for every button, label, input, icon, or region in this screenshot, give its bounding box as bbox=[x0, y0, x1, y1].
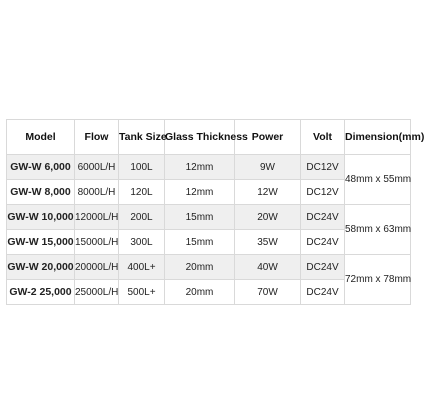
cell-dimension: 72mm x 78mm bbox=[345, 255, 411, 305]
cell-volt: DC24V bbox=[301, 205, 345, 230]
cell-power: 9W bbox=[235, 155, 301, 180]
table-row bbox=[7, 205, 411, 230]
cell-model: GW-W 20,000 bbox=[7, 255, 75, 280]
table-row bbox=[7, 155, 411, 180]
cell-tank-size: 500L+ bbox=[119, 280, 165, 305]
cell-model: GW-W 15,000 bbox=[7, 230, 75, 255]
cell-dimension: 48mm x 55mm bbox=[345, 155, 411, 205]
header-row bbox=[7, 120, 411, 155]
header-dimension: Dimension(mm) bbox=[345, 120, 411, 155]
header-tank-size: Tank Size bbox=[119, 120, 165, 155]
cell-power: 20W bbox=[235, 205, 301, 230]
cell-dimension: 58mm x 63mm bbox=[345, 205, 411, 255]
cell-tank-size: 100L bbox=[119, 155, 165, 180]
header-volt: Volt bbox=[301, 120, 345, 155]
cell-power: 35W bbox=[235, 230, 301, 255]
cell-tank-size: 200L bbox=[119, 205, 165, 230]
cell-volt: DC24V bbox=[301, 280, 345, 305]
cell-glass-thickness: 15mm bbox=[165, 230, 235, 255]
header-power: Power bbox=[235, 120, 301, 155]
cell-power: 12W bbox=[235, 180, 301, 205]
cell-power: 40W bbox=[235, 255, 301, 280]
cell-glass-thickness: 12mm bbox=[165, 155, 235, 180]
cell-model: GW-2 25,000 bbox=[7, 280, 75, 305]
cell-flow: 8000L/H bbox=[75, 180, 119, 205]
header-model: Model bbox=[7, 120, 75, 155]
cell-flow: 12000L/H bbox=[75, 205, 119, 230]
cell-glass-thickness: 15mm bbox=[165, 205, 235, 230]
cell-flow: 20000L/H bbox=[75, 255, 119, 280]
cell-model: GW-W 10,000 bbox=[7, 205, 75, 230]
cell-model: GW-W 8,000 bbox=[7, 180, 75, 205]
header-glass-thickness: Glass Thickness bbox=[165, 120, 235, 155]
cell-model: GW-W 6,000 bbox=[7, 155, 75, 180]
spec-table bbox=[6, 119, 424, 305]
cell-tank-size: 400L+ bbox=[119, 255, 165, 280]
cell-volt: DC24V bbox=[301, 230, 345, 255]
cell-glass-thickness: 20mm bbox=[165, 255, 235, 280]
table-row bbox=[7, 255, 411, 280]
cell-glass-thickness: 20mm bbox=[165, 280, 235, 305]
cell-glass-thickness: 12mm bbox=[165, 180, 235, 205]
cell-volt: DC12V bbox=[301, 180, 345, 205]
cell-tank-size: 120L bbox=[119, 180, 165, 205]
cell-volt: DC24V bbox=[301, 255, 345, 280]
cell-flow: 25000L/H bbox=[75, 280, 119, 305]
cell-flow: 15000L/H bbox=[75, 230, 119, 255]
cell-flow: 6000L/H bbox=[75, 155, 119, 180]
cell-volt: DC12V bbox=[301, 155, 345, 180]
cell-tank-size: 300L bbox=[119, 230, 165, 255]
header-flow: Flow bbox=[75, 120, 119, 155]
cell-power: 70W bbox=[235, 280, 301, 305]
